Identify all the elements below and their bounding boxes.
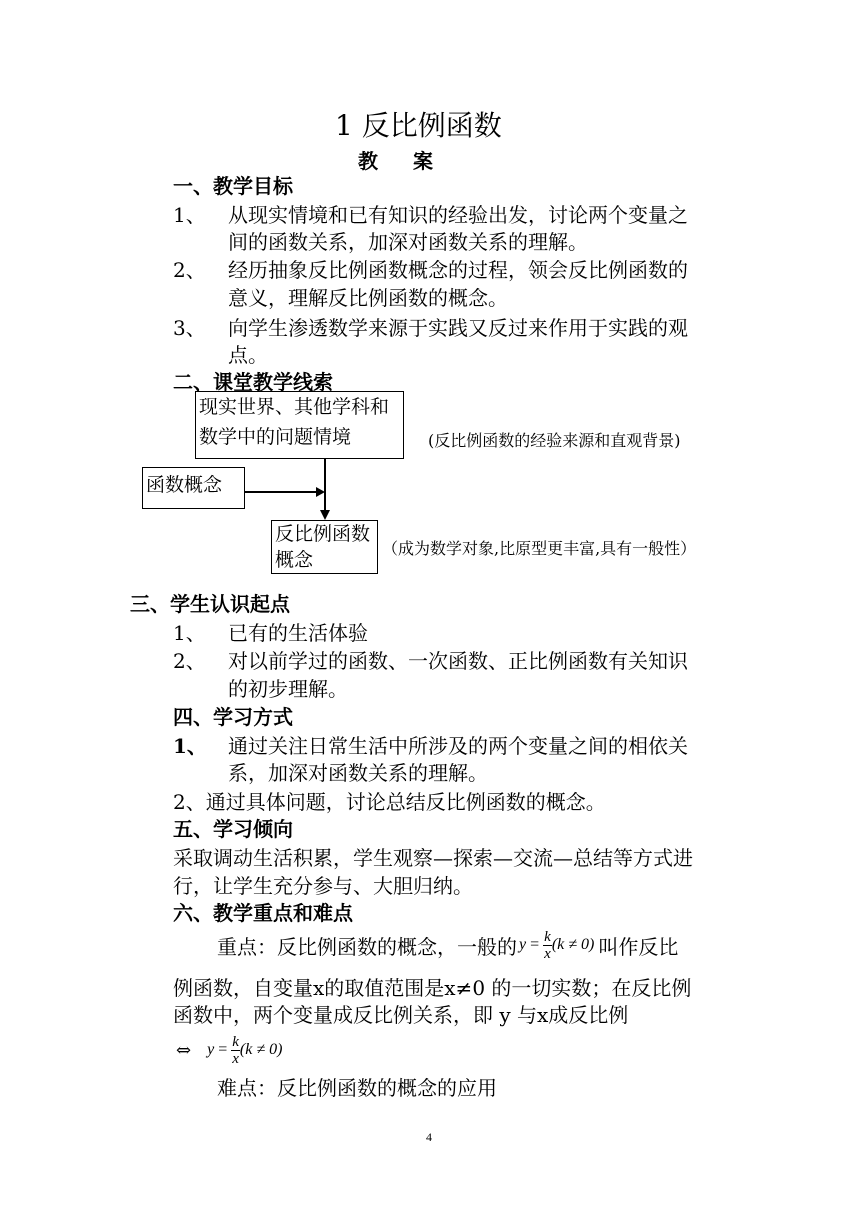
s1-item-1-number: 1、 bbox=[173, 203, 206, 227]
formula-block-condition: (k ≠ 0) bbox=[239, 1040, 283, 1058]
s1-item-2-line-1: 经历抽象反比例函数概念的过程，领会反比例函数的 bbox=[228, 258, 688, 282]
flow-note-origin: (反比例函数的经验来源和直观背景) bbox=[428, 431, 681, 450]
formula-numerator: k bbox=[544, 928, 551, 945]
s1-item-3-line-1: 向学生渗透数学来源于实践又反过来作用于实践的观 bbox=[228, 316, 688, 340]
formula-inline bbox=[519, 929, 594, 962]
section-4-heading: 四、学习方式 bbox=[173, 705, 293, 729]
s5-line-2: 行，让学生充分参与、大胆归纳。 bbox=[173, 874, 473, 898]
s3-item-1-line-1: 已有的生活体验 bbox=[228, 621, 368, 645]
s1-item-3-line-2: 点。 bbox=[228, 343, 268, 367]
equivalence-line bbox=[176, 1030, 282, 1070]
key-point-text-b: 叫作反比 bbox=[598, 934, 679, 959]
s3-item-1-number: 1、 bbox=[173, 621, 206, 645]
flow-arrows bbox=[0, 0, 860, 600]
s3-item-2-line-2: 的初步理解。 bbox=[228, 677, 348, 701]
flow-box-real-world-line-2: 数学中的问题情境 bbox=[199, 426, 352, 448]
page-number: 4 bbox=[426, 1130, 432, 1144]
formula-eq: = bbox=[530, 935, 540, 953]
formula-block-eq: = bbox=[218, 1040, 228, 1058]
key-point-line bbox=[217, 926, 678, 964]
flow-arrow-down-head bbox=[320, 510, 330, 520]
flow-box-real-world-line-1: 现实世界、其他学科和 bbox=[199, 396, 390, 418]
flow-box-inverse-concept-line-1: 反比例函数 bbox=[275, 523, 371, 545]
formula-block bbox=[207, 1034, 282, 1067]
formula-y: y bbox=[519, 935, 527, 953]
section-2-heading: 二、课堂教学线索 bbox=[173, 370, 333, 394]
formula-condition: (k ≠ 0) bbox=[551, 935, 595, 953]
s1-item-2-number: 2、 bbox=[173, 258, 206, 282]
iff-symbol: ⇔ bbox=[176, 1039, 192, 1061]
s4-item-2: 2、通过具体问题，讨论总结反比例函数的概念。 bbox=[173, 790, 606, 814]
formula-block-y: y bbox=[207, 1040, 215, 1058]
s1-item-1-line-2: 间的函数关系，加深对函数关系的理解。 bbox=[228, 230, 588, 254]
formula-fraction bbox=[543, 929, 552, 962]
flow-arrow-right-head bbox=[316, 487, 325, 497]
key-point-line-3: 函数中，两个变量成反比例关系，即 y 与x成反比例 bbox=[173, 1003, 629, 1027]
section-1-heading: 一、教学目标 bbox=[173, 174, 293, 198]
s1-item-1-line-1: 从现实情境和已有知识的经验出发，讨论两个变量之 bbox=[228, 203, 688, 227]
s1-item-2-line-2: 意义，理解反比例函数的概念。 bbox=[228, 286, 508, 310]
s1-item-3-number: 3、 bbox=[173, 316, 206, 340]
formula-block-fraction bbox=[231, 1034, 240, 1067]
formula-block-numerator: k bbox=[232, 1033, 239, 1050]
section-3-heading: 三、学生认识起点 bbox=[130, 592, 290, 616]
flow-box-inverse-concept-line-2: 概念 bbox=[275, 549, 314, 571]
formula-block-denominator: x bbox=[232, 1050, 239, 1067]
key-point-line-2: 例函数，自变量x的取值范围是x≠0 的一切实数；在反比例 bbox=[173, 976, 692, 1000]
flow-box-function-concept: 函数概念 bbox=[142, 467, 245, 509]
s4-item-1-number: 1、 bbox=[173, 734, 207, 758]
section-6-heading: 六、教学重点和难点 bbox=[173, 901, 353, 925]
page-subtitle: 教 案 bbox=[358, 149, 447, 173]
flow-note-math-object: （成为数学对象,比原型更丰富,具有一般性） bbox=[382, 539, 697, 558]
s4-item-1-line-1: 通过关注日常生活中所涉及的两个变量之间的相依关 bbox=[228, 734, 688, 758]
s3-item-2-line-1: 对以前学过的函数、一次函数、正比例函数有关知识 bbox=[228, 649, 688, 673]
s5-line-1: 采取调动生活积累，学生观察—探索—交流—总结等方式进 bbox=[173, 846, 693, 870]
section-5-heading: 五、学习倾向 bbox=[173, 817, 293, 841]
s3-item-2-number: 2、 bbox=[173, 649, 206, 673]
key-point-text-a: 重点：反比例函数的概念，一般的 bbox=[217, 934, 517, 959]
formula-denominator: x bbox=[544, 945, 551, 962]
difficulty-line: 难点：反比例函数的概念的应用 bbox=[217, 1076, 497, 1100]
s4-item-1-line-2: 系，加深对函数关系的理解。 bbox=[228, 761, 488, 785]
page-title: 1 反比例函数 bbox=[335, 109, 502, 142]
flow-box-inverse-concept bbox=[271, 520, 378, 574]
